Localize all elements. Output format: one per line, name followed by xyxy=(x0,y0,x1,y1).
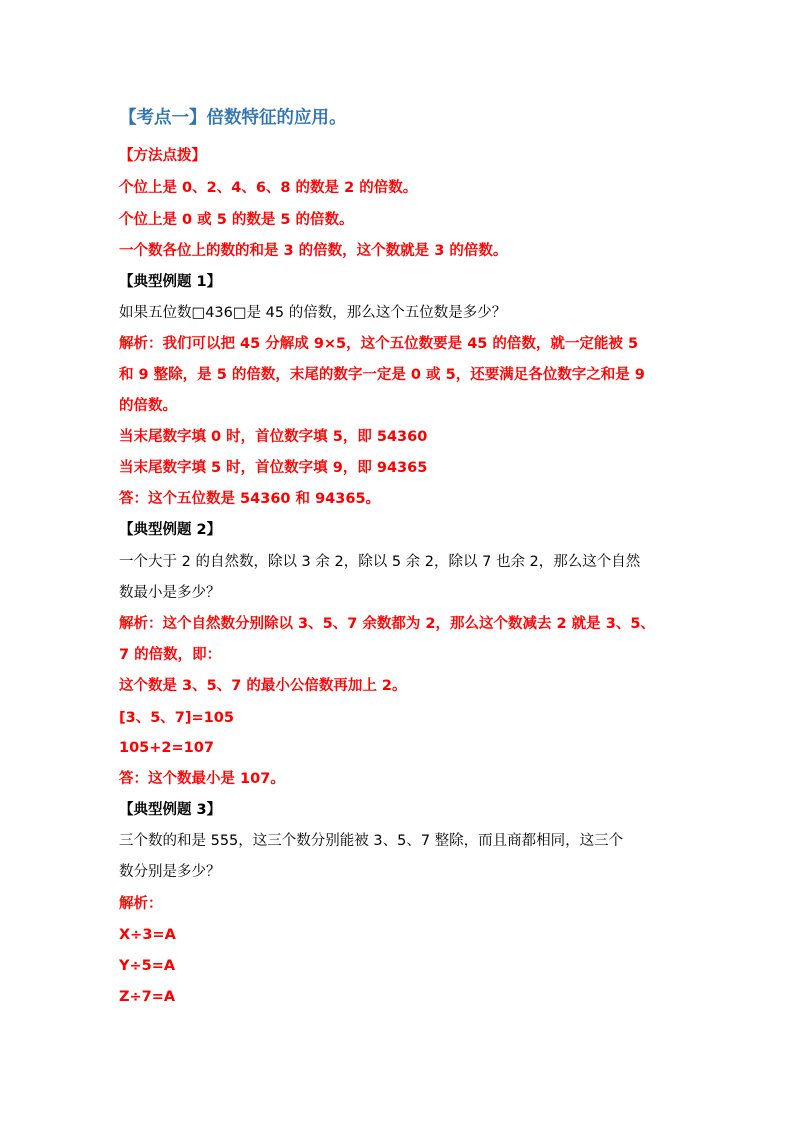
example-3-equation: X÷3=A xyxy=(119,927,176,943)
example-1-solution-line: 当末尾数字填 0 时，首位数字填 5，即 54360 xyxy=(119,429,428,445)
example-3-heading: 【典型例题 3】 xyxy=(119,802,222,818)
example-1-answer: 答：这个五位数是 54360 和 94365。 xyxy=(119,491,381,507)
example-3-equation: Z÷7=A xyxy=(119,989,176,1005)
example-2-solution-line: 105+2=107 xyxy=(119,740,214,756)
example-2-answer: 答：这个数最小是 107。 xyxy=(119,771,285,787)
example-2-solution-line: 解析：这个自然数分别除以 3、5、7 余数都为 2，那么这个数减去 2 就是 3、5、 xyxy=(119,616,655,632)
example-2-heading: 【典型例题 2】 xyxy=(119,522,222,538)
method-rule-1: 个位上是 0、2、4、6、8 的数是 2 的倍数。 xyxy=(119,180,418,196)
section-title: 【考点一】倍数特征的应用。 xyxy=(119,108,347,128)
example-1-solution-line: 当末尾数字填 5 时，首位数字填 9，即 94365 xyxy=(119,460,428,476)
example-3-solution-line: 解析： xyxy=(119,896,163,912)
method-rule-3: 一个数各位上的数的和是 3 的倍数，这个数就是 3 的倍数。 xyxy=(119,243,508,259)
example-1-solution-line: 解析：我们可以把 45 分解成 9×5，这个五位数要是 45 的倍数，就一定能被 5 xyxy=(119,336,639,352)
method-rule-2: 个位上是 0 或 5 的数是 5 的倍数。 xyxy=(119,212,354,228)
example-3-equation: Y÷5=A xyxy=(119,958,176,974)
example-3-question: 三个数的和是 555，这三个数分别能被 3、5、7 整除，而且商都相同，这三个 xyxy=(119,833,624,849)
example-1-solution-line: 的倍数。 xyxy=(119,398,177,414)
example-1-question: 如果五位数□436□是 45 的倍数，那么这个五位数是多少？ xyxy=(119,305,507,321)
example-3-question: 数分别是多少？ xyxy=(119,864,221,880)
example-2-question: 一个大于 2 的自然数，除以 3 余 2，除以 5 余 2，除以 7 也余 2，那么这个自然 xyxy=(119,554,641,570)
example-2-solution-line: 这个数是 3、5、7 的最小公倍数再加上 2。 xyxy=(119,678,407,694)
example-2-solution-line: [3、5、7]=105 xyxy=(119,710,234,726)
example-2-solution-line: 7 的倍数，即： xyxy=(119,647,222,663)
example-1-solution-line: 和 9 整除，是 5 的倍数，末尾的数字一定是 0 或 5，还要满足各位数字之和是 9 xyxy=(119,367,645,383)
example-1-heading: 【典型例题 1】 xyxy=(119,274,222,290)
example-2-question: 数最小是多少？ xyxy=(119,585,221,601)
method-heading: 【方法点拨】 xyxy=(119,148,206,164)
